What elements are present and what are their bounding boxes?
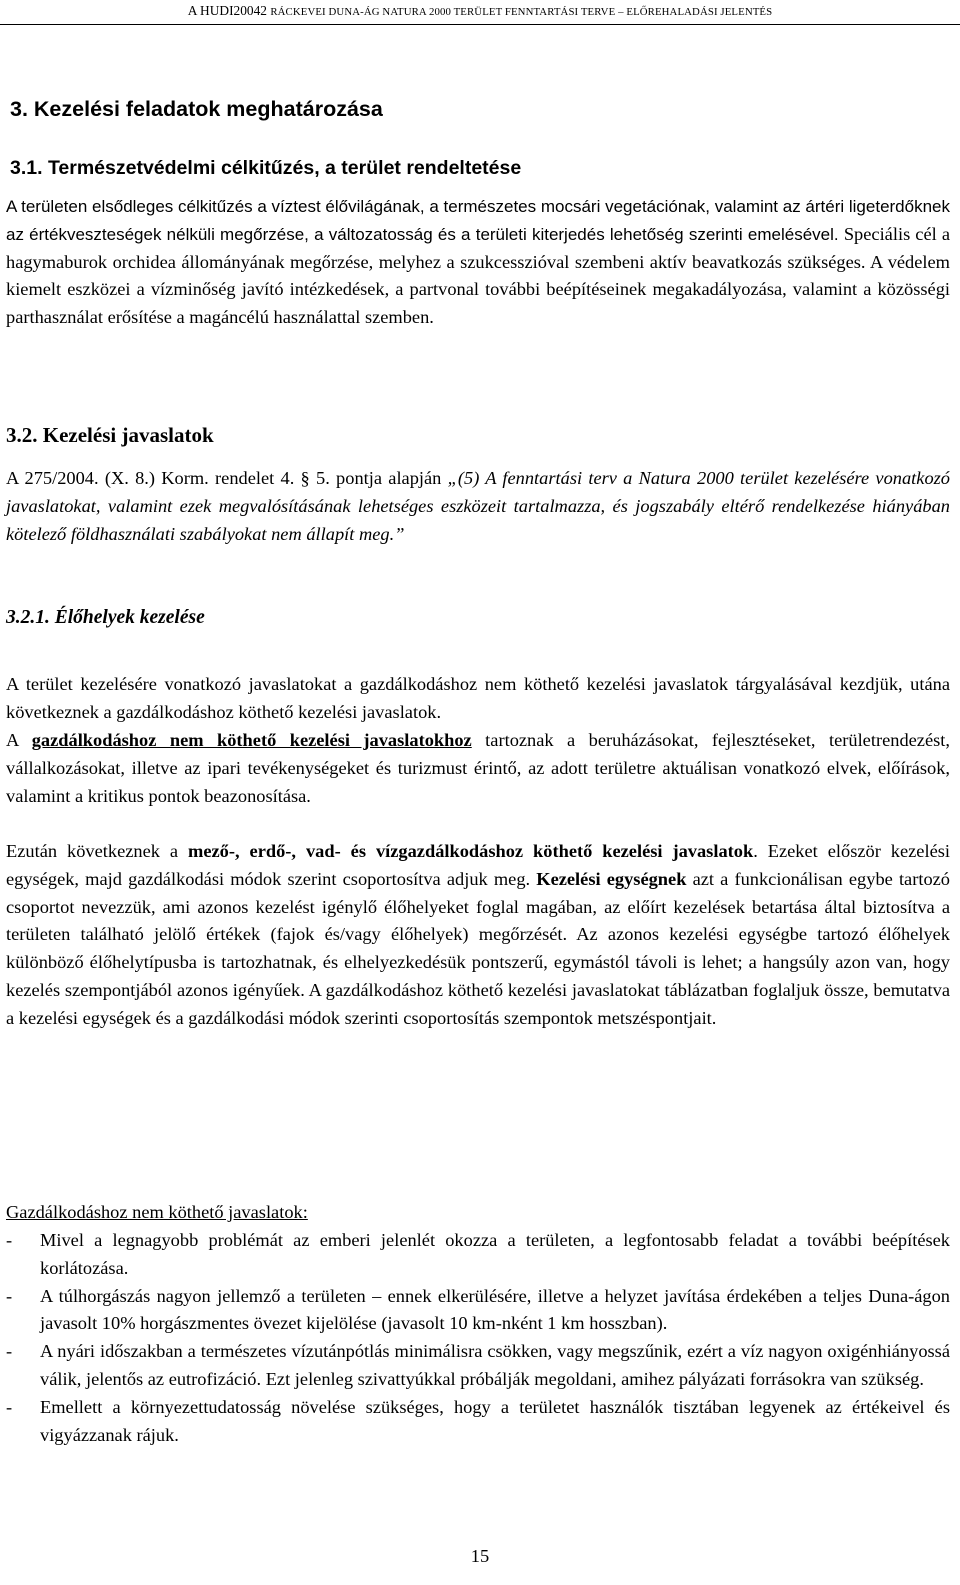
list-dash: - xyxy=(6,1230,13,1250)
list-item-text: Mivel a legnagyobb problémát az emberi jelenlét okozza a területen, a legfontosabb feladat a további beépítések korlátozása. xyxy=(40,1230,950,1278)
list-item xyxy=(6,1283,950,1339)
section-3-2-1-paragraph-3 xyxy=(6,838,950,1033)
section-3-1-heading: 3.1. Természetvédelmi célkitűzés, a terület rendeltetése xyxy=(10,157,522,179)
list-item-text: A túlhorgászás nagyon jellemző a területen – ennek elkerülésére, illetve a helyzet javítása érdekében a teljes Duna-ágon javasolt 10% horgászmentes övezet kijelölése (javasolt 10 km-nként 1 km hosszban). xyxy=(40,1285,950,1334)
section-3-2-heading: 3.2. Kezelési javaslatok xyxy=(6,423,214,447)
p2-bold-term: gazdálkodáshoz nem köthető kezelési javaslatokhoz xyxy=(31,730,472,750)
list-item-text: Emellett a környezettudatosság növelése szükséges, hogy a területet használók tisztában legyenek az értékeivel és vigyázzanak rájuk. xyxy=(40,1396,950,1445)
list-item-text: A nyári időszakban a természetes vízutánpótlás minimálisra csökken, vagy megszűnik, ezért a víz nagyon oxigénhiányossá válik, jelentős az eutrofizáció. Ezt jelenleg szivattyúkkal próbálják megoldani, amihez pályázati forrásokra van szükség. xyxy=(40,1341,950,1389)
section-3-2-paragraph xyxy=(6,465,950,548)
section-3-heading: 3. Kezelési feladatok meghatározása xyxy=(10,97,383,121)
list-item xyxy=(6,1338,950,1394)
list-heading: Gazdálkodáshoz nem köthető javaslatok: xyxy=(6,1202,308,1222)
list-item xyxy=(6,1394,950,1450)
p3-text-a: Ezután következnek a xyxy=(6,841,189,861)
list-dash: - xyxy=(6,1285,13,1306)
section-3-2-1-paragraph-1: A terület kezelésére vonatkozó javaslatokat a gazdálkodáshoz nem köthető kezelési javaslatok tárgyalásával kezdjük, utána következnek a gazdálkodáshoz köthető kezelési javaslatok. xyxy=(6,674,950,722)
page-number: 15 xyxy=(470,1546,490,1566)
section-3-2-lead: A 275/2004. (X. 8.) Korm. rendelet 4. § 5. pontja alapján xyxy=(6,468,448,488)
p3-text-b: . Ezeket először kezelési egységek, majd gazdálkodási módok szerint csoportosítva adjuk meg. xyxy=(6,841,951,889)
list-heading-block xyxy=(6,1199,950,1227)
running-header xyxy=(0,0,960,25)
section-3-1-paragraph-a xyxy=(6,193,950,332)
section-3-2-quote: „(5) A fenntartási terv a Natura 2000 terület kezelésére vonatkozó javaslatokat, valamint ezek megvalósításának lehetséges eszközeit tartalmazza, és jogszabály eltérő rendelkezése hiányában kötelező földhasználati szabályokat nem állapít meg.” xyxy=(6,468,951,544)
section-3-1-text-a: A területen elsődleges célkitűzés a víztest élővilágának, a természetes mocsári vegetációnak, valamint az ártéri ligeterdőknek az értékveszteségek nélküli megőrzése, a változatosság és a területi kiterjedés lehetőség szerinti emelésével. xyxy=(6,197,950,244)
p3-bold-term-2: Kezelési egységnek xyxy=(536,868,687,889)
section-3-2-1-heading: 3.2.1. Élőhelyek kezelése xyxy=(6,607,205,628)
proposal-list xyxy=(6,1227,950,1449)
section-3-1-text-b: Speciális cél a hagymaburok orchidea állományának megőrzése, melyhez a szukcesszióval szembeni aktív beavatkozás szükséges. A védelem kiemelt eszközei a vízminőség javító intézkedések, a partvonal további beépítéseinek megakadályozása, valamint a közösségi parthasználat erősítése a magáncélú használattal szemben. xyxy=(6,223,950,328)
header-code: A HUDI20042 xyxy=(187,3,271,18)
section-3-2-1-paragraph-2 xyxy=(6,727,950,810)
p2-text-a: A xyxy=(6,730,32,750)
header-title: RÁCKEVEI DUNA-ÁG NATURA 2000 TERÜLET FENNTARTÁSI TERVE – ELŐREHALADÁSI JELENTÉS xyxy=(270,6,773,18)
p3-bold-term: mező-, erdő-, vad- és vízgazdálkodáshoz köthető kezelési javaslatok xyxy=(188,841,754,861)
p2-text-b: tartoznak a beruházásokat, fejlesztéseket, területrendezést, vállalkozásokat, illetve az ipari tevékenységeket és turizmust érintő, az adott területre aktuálisan vonatkozó elvek, előírások, valamint a kritikus pontok beazonosítása. xyxy=(6,730,950,806)
list-item xyxy=(6,1227,950,1283)
list-dash: - xyxy=(6,1341,13,1362)
list-dash: - xyxy=(6,1396,13,1417)
p3-text-c: azt a funkcionálisan egybe tartozó csoportot nevezzük, ami azonos kezelést igénylő élőhelyeket foglal magában, az előírt kezelések betartása által biztosítva a területen található jelölő értékek (fajok és/vagy élőhelyek) megőrzését. Az azonos kezelési egységbe tartozó élőhelyek különböző élőhelytípusba is tartozhatnak, és elhelyezkedésük pontszerű, egymástól távoli is lehet; a hangsúly azon van, hogy kezelés szempontjából azonos igényűek. A gazdálkodáshoz köthető kezelési javaslatokat táblázatban foglaljuk össze, bemutatva a kezelési egységek és a gazdálkodási módok szerinti csoportosítás szempontok metszéspontjait. xyxy=(6,868,951,1028)
